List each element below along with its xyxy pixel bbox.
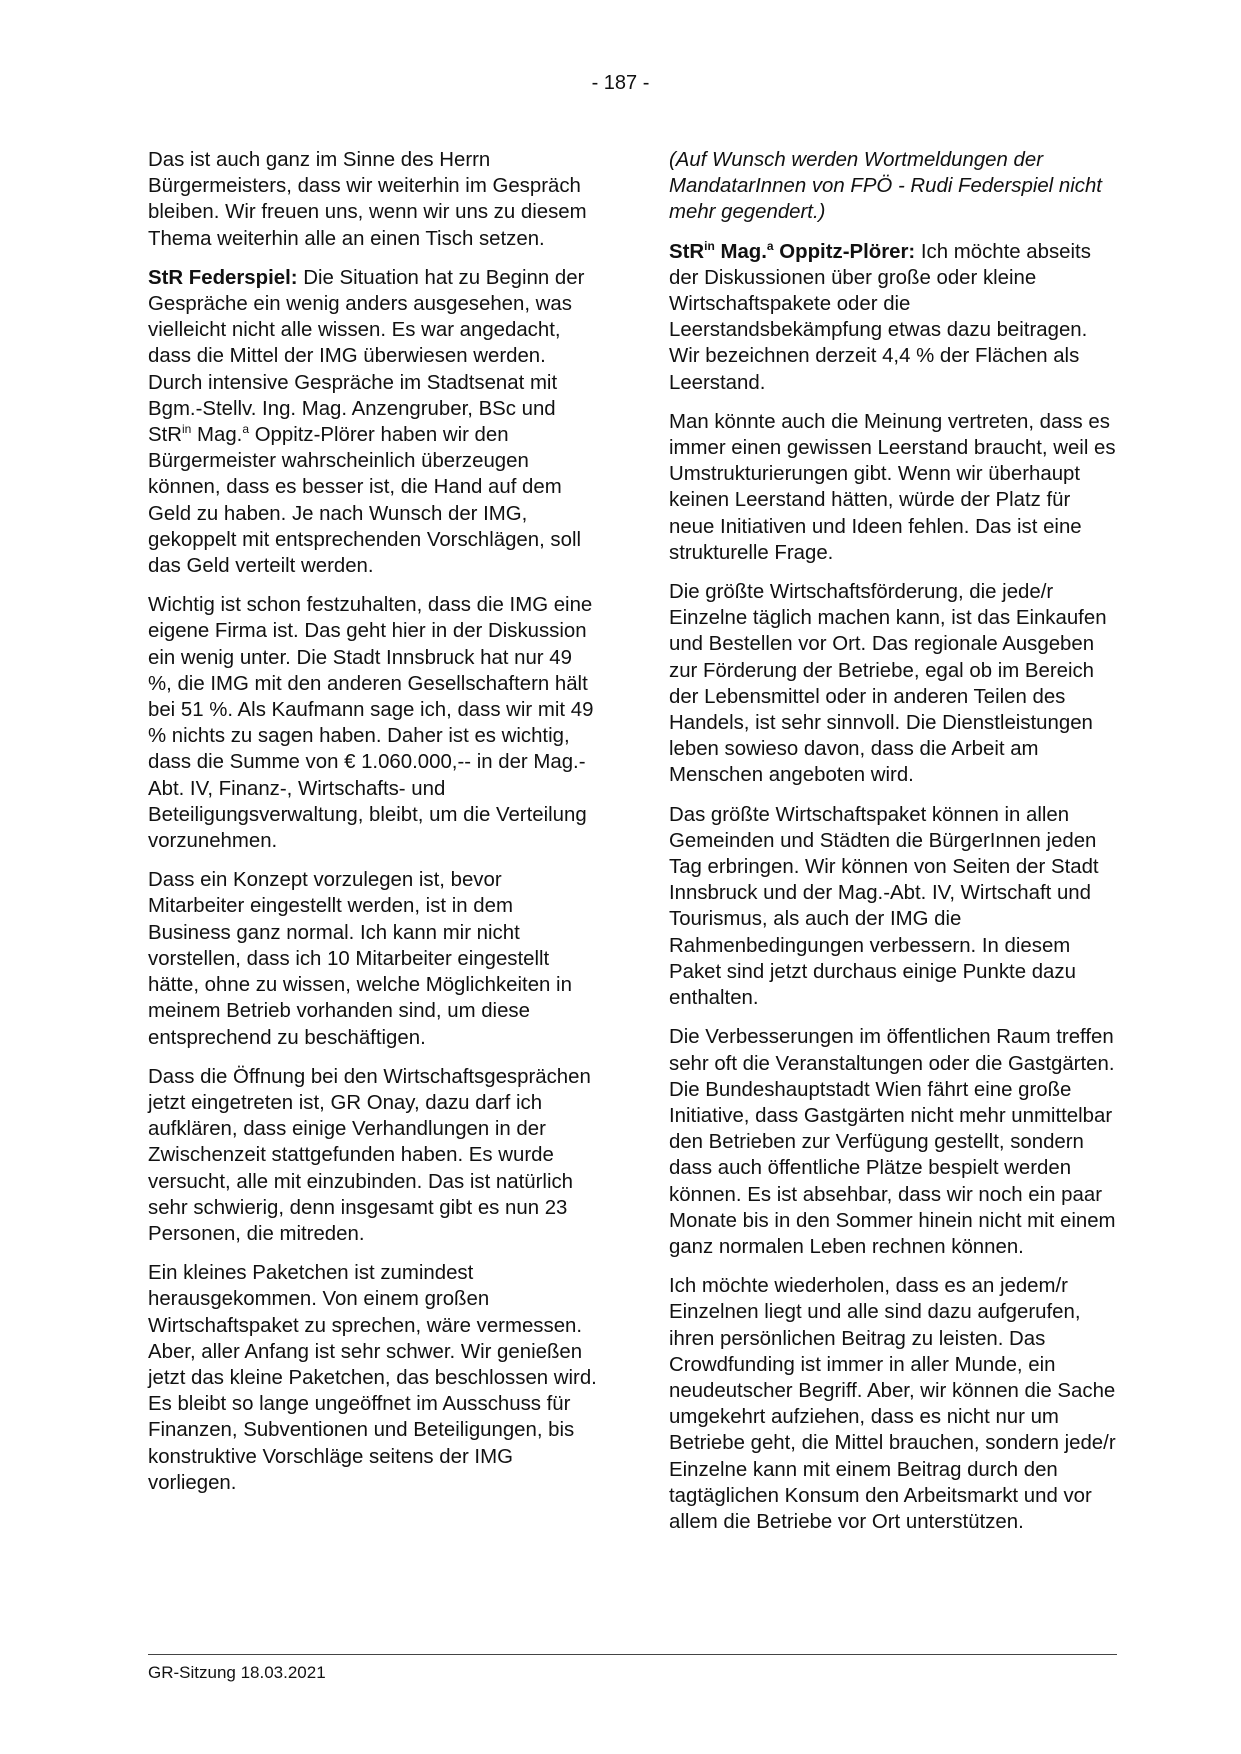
left-column xyxy=(148,147,598,1509)
speaker-title: StR xyxy=(669,240,705,263)
paragraph: Die größte Wirtschaftsförderung, die jede/r Einzelne täglich machen kann, ist das Einkaufen und Bestellen vor Ort. Das regionale Ausgeben zur Förderung der Betriebe, egal ob im Bereich der Lebensmittel oder in anderen Teilen des Handels, ist sehr sinnvoll. Die Dienstleistungen leben sowieso davon, dass die Arbeit am Menschen angeboten wird. xyxy=(669,581,1107,787)
paragraph: Die Verbesserungen im öffentlichen Raum treffen sehr oft die Veranstaltungen oder die Gastgärten. Die Bundeshauptstadt Wien fährt eine große Initiative, dass Gastgärten nicht mehr unmittelbar den Betrieben zur Verfügung gestellt, sondern dass auch öffentliche Plätze bespielt werden können. Es ist absehbar, dass wir noch ein paar Monate bis in den Sommer hinein nicht mit einem ganz normalen Leben rechnen können. xyxy=(669,1026,1116,1258)
paragraph-text: Mag. xyxy=(191,424,243,447)
paragraph-text: Die Situation hat zu Beginn der Gespräche ein wenig anders ausgesehen, was vielleicht nicht alle wissen. Es war angedacht, dass die Mittel der IMG überwiesen werden. Durch intensive Gespräche im Stadtsenat mit Bgm.-Stellv. Ing. Mag. Anzengruber, BSc und StR xyxy=(148,266,585,447)
right-column xyxy=(669,147,1119,1548)
editorial-note: (Auf Wunsch werden Wortmeldungen der MandatarInnen von FPÖ - Rudi Federspiel nicht mehr gegendert.) xyxy=(669,149,1102,224)
paragraph: Man könnte auch die Meinung vertreten, dass es immer einen gewissen Leerstand braucht, weil es Umstrukturierungen gibt. Wenn wir überhaupt keinen Leerstand hätten, würde der Platz für neue Initiativen und Ideen fehlen. Das ist eine strukturelle Frage. xyxy=(669,410,1116,564)
speaker-surname: Oppitz-Plörer: xyxy=(773,240,916,263)
speaker-name: StR Federspiel: xyxy=(148,266,298,289)
page-number: - 187 - xyxy=(591,72,650,94)
superscript: a xyxy=(242,422,250,437)
superscript: in xyxy=(182,422,192,437)
paragraph xyxy=(669,239,1119,396)
superscript: in xyxy=(704,238,715,253)
paragraph-text: Ich möchte abseits der Diskussionen über große oder kleine Wirtschaftspakete oder die Leerstandsbekämpfung etwas dazu beitragen. Wir bezeichnen derzeit 4,4 % der Flächen als Leerstand. xyxy=(669,240,1091,394)
speaker-name xyxy=(669,238,916,263)
paragraph: Das ist auch ganz im Sinne des Herrn Bürgermeisters, dass wir weiterhin im Gespräch bleiben. Wir freuen uns, wenn wir uns zu diesem Thema weiterhin alle an einen Tisch setzen. xyxy=(148,149,587,250)
paragraph: Ich möchte wiederholen, dass es an jedem/r Einzelnen liegt und alle sind dazu aufgerufen, ihren persönlichen Beitrag zu leisten. Das Crowdfunding ist immer in aller Munde, ein neudeutscher Begriff. Aber, wir können die Sache umgekehrt aufziehen, dass es nicht nur um Betriebe geht, die Mittel brauchen, sondern jede/r Einzelne kann mit einem Beitrag durch den tagtäglichen Konsum den Arbeitsmarkt und vor allem die Betriebe vor Ort unterstützen. xyxy=(669,1275,1116,1533)
paragraph: Ein kleines Paketchen ist zumindest herausgekommen. Von einem großen Wirtschaftspaket zu sprechen, wäre vermessen. Aber, aller Anfang ist sehr schwer. Wir genießen jetzt das kleine Paketchen, das beschlossen wird. Es bleibt so lange ungeöffnet im Ausschuss für Finanzen, Subventionen und Beteiligungen, bis konstruktive Vorschläge seitens der IMG vorliegen. xyxy=(148,1262,597,1494)
paragraph: Wichtig ist schon festzuhalten, dass die IMG eine eigene Firma ist. Das geht hier in der Diskussion ein wenig unter. Die Stadt Innsbruck hat nur 49 %, die IMG mit den anderen Gesellschaftern hält bei 51 %. Als Kaufmann sage ich, dass wir mit 49 % nichts zu sagen haben. Daher ist es wichtig, dass die Summe von € 1.060.000,-- in der Mag.-Abt. IV, Finanz-, Wirtschafts- und Beteiligungsverwaltung, bleibt, um die Verteilung vorzunehmen. xyxy=(148,594,594,853)
paragraph-text: Oppitz-Plörer haben wir den Bürgermeister wahrscheinlich überzeugen können, dass es besser ist, die Hand auf dem Geld zu haben. Je nach Wunsch der IMG, gekoppelt mit entsprechenden Vorschlägen, soll das Geld verteilt werden. xyxy=(148,424,582,578)
paragraph xyxy=(148,265,598,579)
speaker-title: Mag. xyxy=(714,240,767,263)
paragraph: Dass die Öffnung bei den Wirtschaftsgesprächen jetzt eingetreten ist, GR Onay, dazu darf ich aufklären, dass einige Verhandlungen in der Zwischenzeit stattgefunden haben. Es wurde versucht, alle mit einzubinden. Das ist natürlich sehr schwierig, denn insgesamt gibt es nun 23 Personen, die mitreden. xyxy=(148,1065,591,1245)
footer-text: GR-Sitzung 18.03.2021 xyxy=(148,1663,326,1682)
superscript: a xyxy=(766,238,774,253)
footer-divider xyxy=(148,1654,1117,1655)
paragraph: Dass ein Konzept vorzulegen ist, bevor Mitarbeiter eingestellt werden, ist in dem Business ganz normal. Ich kann mir nicht vorstellen, dass ich 10 Mitarbeiter eingestellt hätte, ohne zu wissen, welche Möglichkeiten in meinem Betrieb vorhanden sind, um diese entsprechend zu beschäftigen. xyxy=(148,869,572,1049)
paragraph: Das größte Wirtschaftspaket können in allen Gemeinden und Städten die BürgerInnen jeden Tag erbringen. Wir können von Seiten der Stadt Innsbruck und der Mag.-Abt. IV, Wirtschaft und Tourismus, als auch der IMG die Rahmenbedingungen verbessern. In diesem Paket sind jetzt durchaus einige Punkte dazu enthalten. xyxy=(669,803,1099,1010)
